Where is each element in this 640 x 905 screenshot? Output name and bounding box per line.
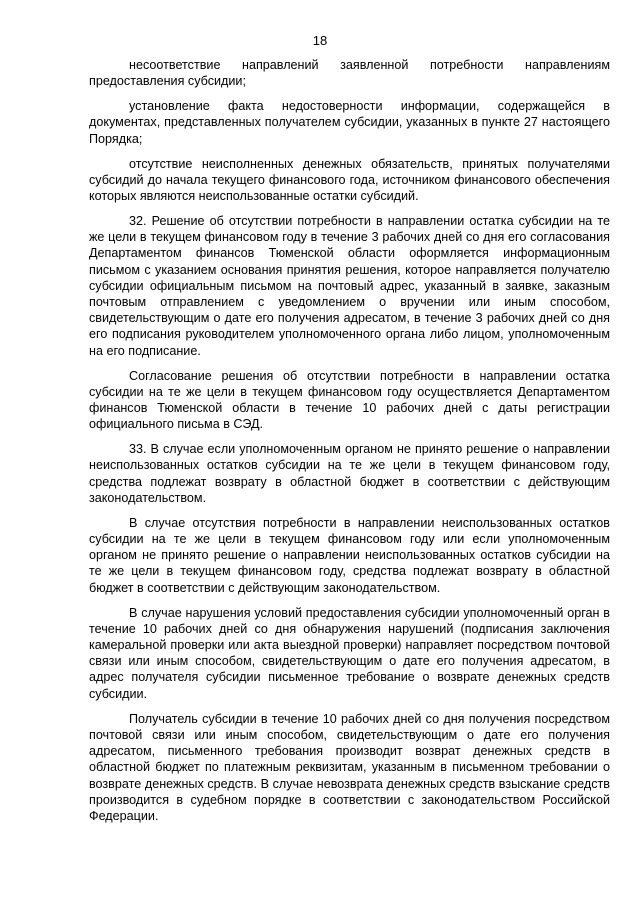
paragraph: В случае нарушения условий предоставления субсидии уполномоченный орган в течение 10 рабочих дней со дня обнаружения нарушений (подписания заключения камеральной проверки или акта выездной проверки) направляет посредством почтовой связи или иным способом, свидетельствующим о дате его получения адресатом, в адрес получателя субсидии письменное требование о возврате денежных средств субсидии.: [89, 605, 610, 701]
paragraph: В случае отсутствия потребности в направлении неиспользованных остатков субсидии на те же цели в текущем финансовом году или если уполномоченным органом не принято решение о направлении неиспользованных остатков субсидии на те же цели в текущем финансовом году, средства подлежат возврату в областной бюджет в соответствии с действующим законодательством.: [89, 515, 610, 595]
paragraph: установление факта недостоверности информации, содержащейся в документах, представленных получателем субсидии, указанных в пункте 27 настоящего Порядка;: [89, 99, 610, 146]
paragraph: Получатель субсидии в течение 10 рабочих дней со дня получения посредством почтовой связи или иным способом, свидетельствующим о дате его получения адресатом, письменного требования производит возврат денежных средств в областной бюджет по платежным реквизитам, указанным в письменном требовании о возврате денежных средств. В случае невозврата денежных средств взыскание средств производится в судебном порядке в соответствии с законодательством Российской Федерации.: [89, 711, 610, 823]
paragraph: Согласование решения об отсутствии потребности в направлении остатка субсидии на те же цели в текущем финансовом году осуществляется Департаментом финансов Тюменской области в течение 10 рабочих дней с даты регистрации официального письма в СЭД.: [89, 368, 610, 432]
paragraph: отсутствие неисполненных денежных обязательств, принятых получателями субсидий до начала текущего финансового года, источником финансового обеспечения которых являются неиспользованные остатки субсидий.: [89, 156, 610, 204]
paragraph: 32. Решение об отсутствии потребности в направлении остатка субсидии на те же цели в текущем финансовом году в течение 3 рабочих дней со дня его согласования Департаментом финансов Тюменской области оформляется информационным письмом с указанием основания принятия решения, которое направляется получателю субсидии официальным письмом на почтовый адрес, указанный в заявке, заказным почтовым отправлением с уведомлением о вручении или иным способом, свидетельствующим о дате его получения адресатом, в течение 3 рабочих дней со дня его подписания руководителем уполномоченного органа либо лицом, уполномоченным на его подписание.: [89, 214, 610, 358]
document-body: [89, 57, 610, 833]
page-number: 18: [312, 33, 328, 48]
paragraph: 33. В случае если уполномоченным органом не принято решение о направлении неиспользованных остатков субсидии на те же цели в текущем финансовом году, средства подлежат возврату в областной бюджет в соответствии с действующим законодательством.: [89, 442, 610, 505]
paragraph: несоответствие направлений заявленной потребности направлениям предоставления субсидии;: [89, 58, 610, 89]
